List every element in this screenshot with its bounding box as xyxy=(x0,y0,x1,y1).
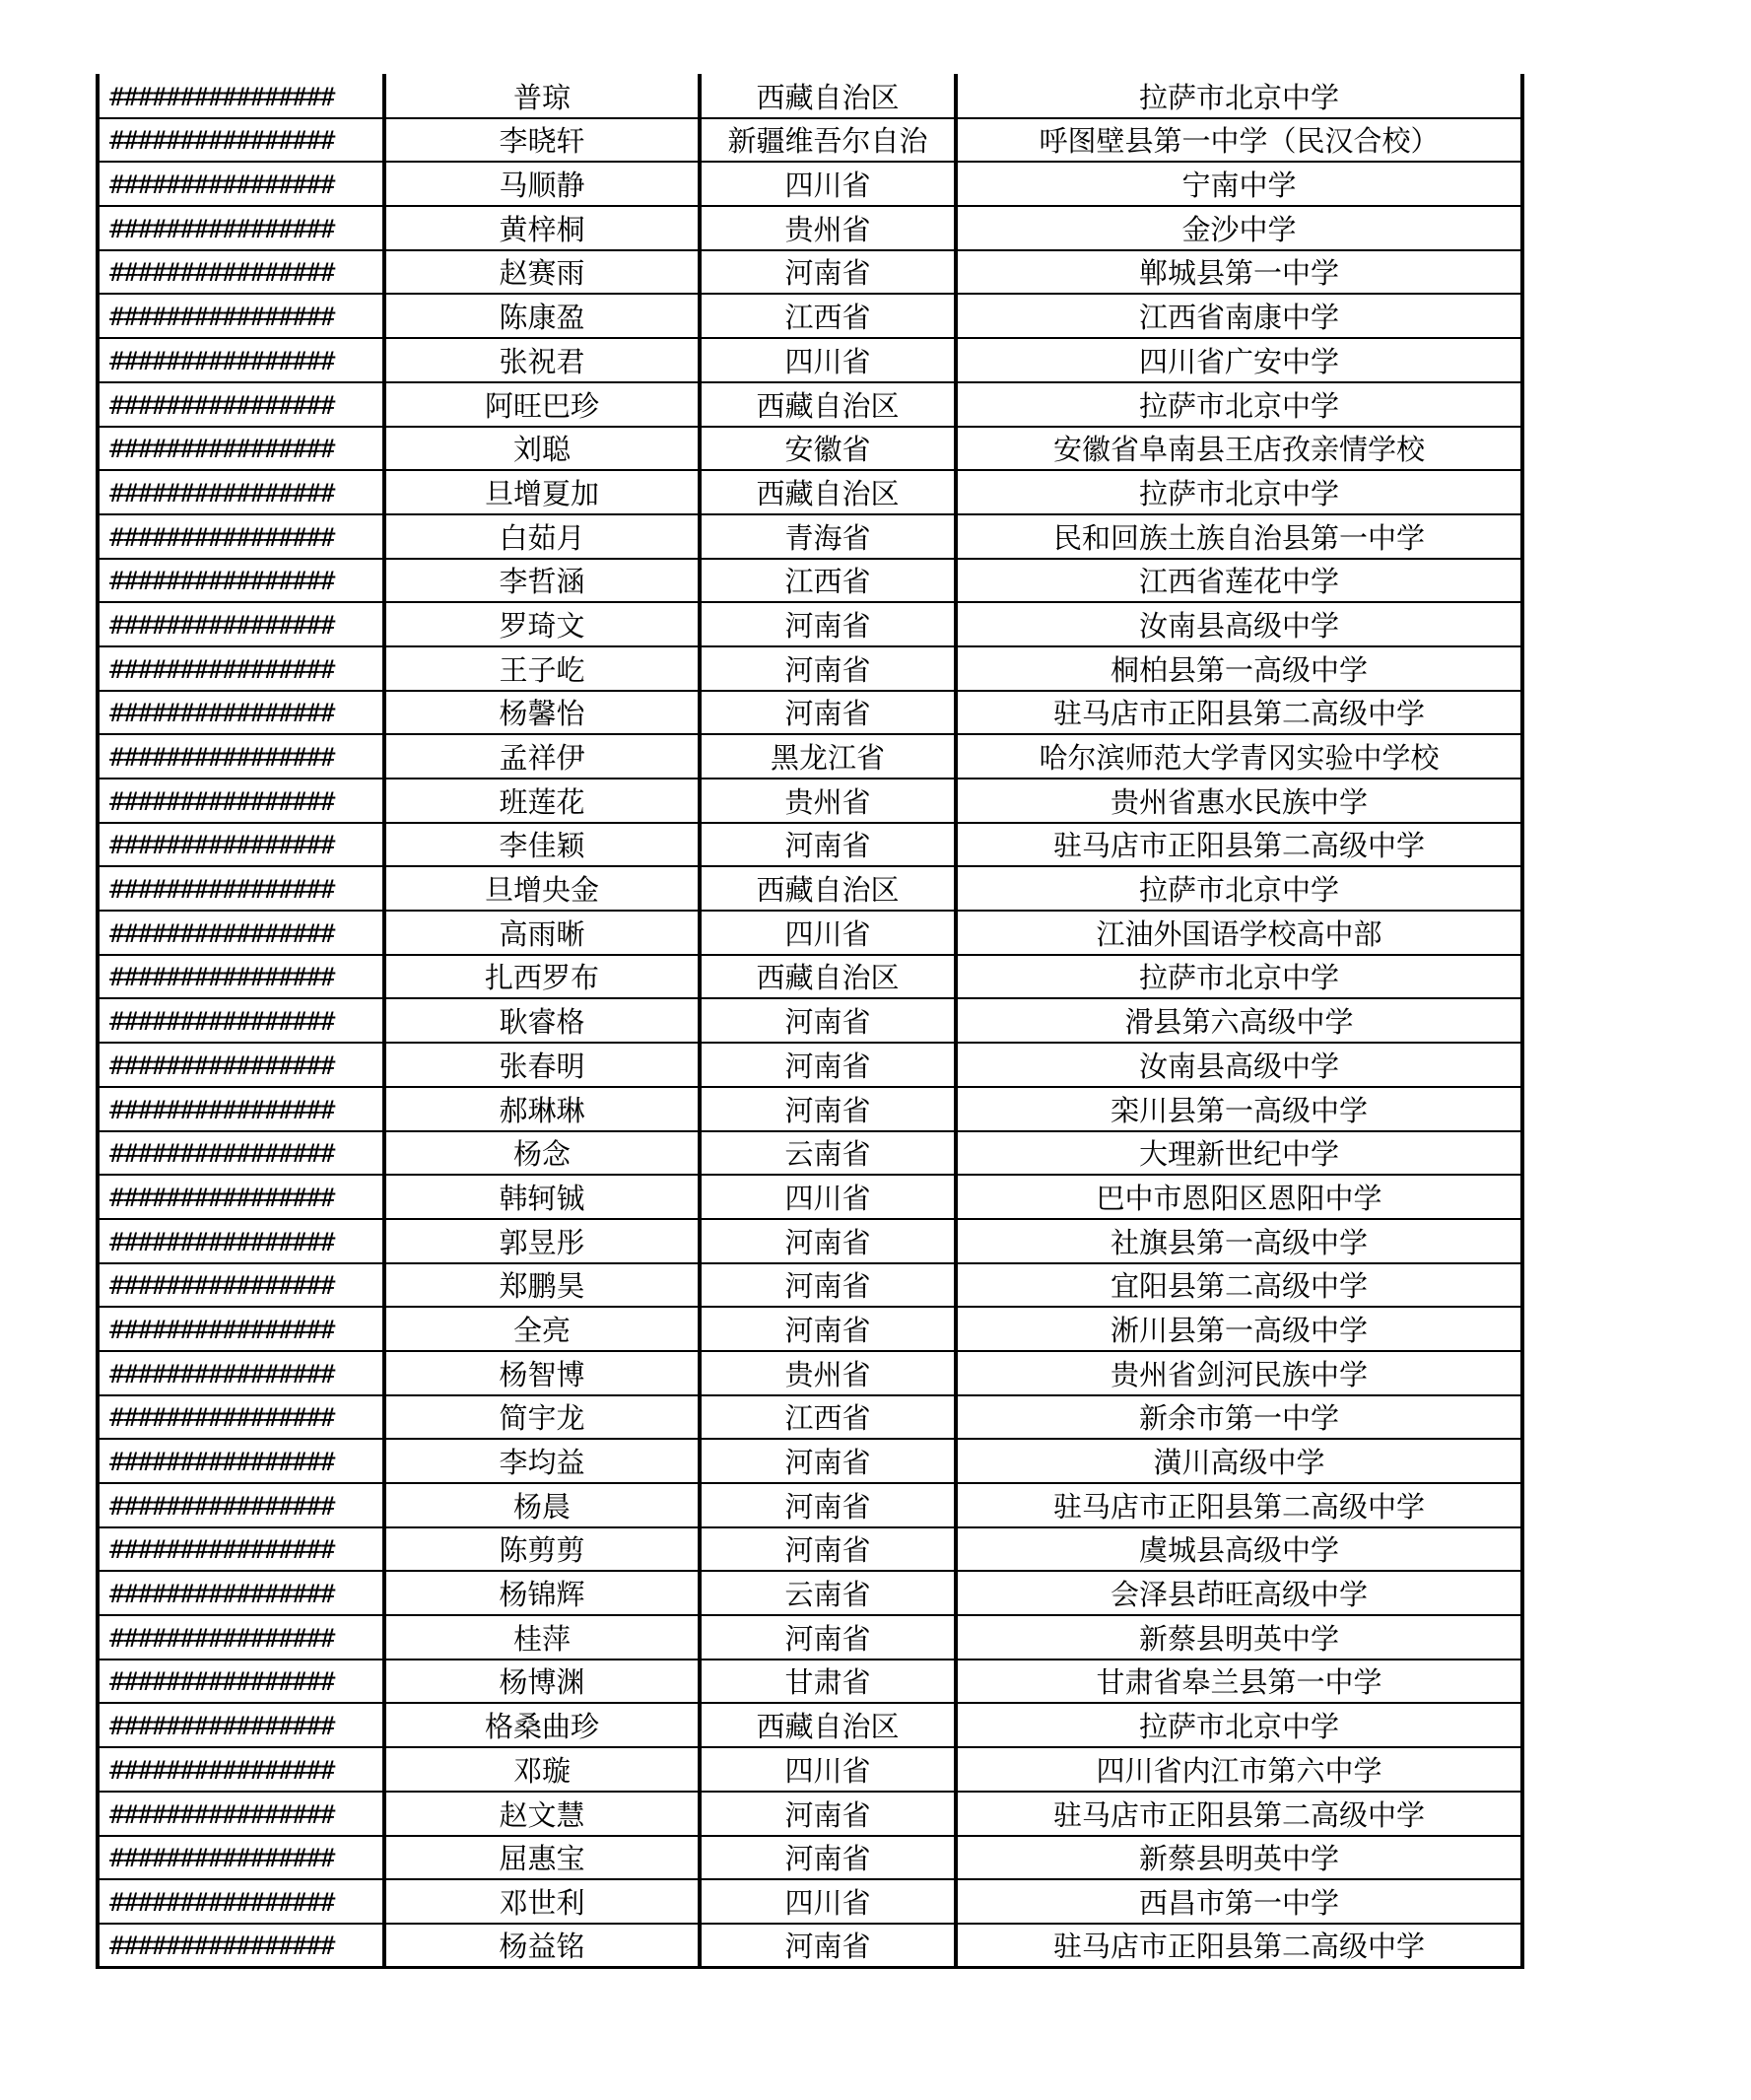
table-row xyxy=(98,294,1522,338)
cell-name: 高雨晰 xyxy=(384,911,700,955)
cell-school: 哈尔滨师范大学青冈实验中学校 xyxy=(956,734,1522,779)
cell-school: 江油外国语学校高中部 xyxy=(956,911,1522,955)
cell-province: 河南省 xyxy=(700,1792,956,1836)
cell-province: 河南省 xyxy=(700,602,956,646)
cell-school: 四川省内江市第六中学 xyxy=(956,1747,1522,1792)
cell-school: 驻马店市正阳县第二高级中学 xyxy=(956,691,1522,735)
cell-school: 驻马店市正阳县第二高级中学 xyxy=(956,823,1522,867)
cell-school: 社旗县第一高级中学 xyxy=(956,1219,1522,1263)
cell-id: ################ xyxy=(98,1131,384,1176)
cell-province: 贵州省 xyxy=(700,206,956,250)
cell-id: ################ xyxy=(98,74,384,118)
cell-name: 陈康盈 xyxy=(384,294,700,338)
cell-school: 虞城县高级中学 xyxy=(956,1527,1522,1572)
cell-school: 拉萨市北京中学 xyxy=(956,470,1522,514)
cell-province: 青海省 xyxy=(700,514,956,559)
cell-school: 会泽县茚旺高级中学 xyxy=(956,1571,1522,1615)
table-row xyxy=(98,1395,1522,1440)
cell-id: ################ xyxy=(98,1307,384,1351)
cell-id: ################ xyxy=(98,1615,384,1660)
cell-name: 杨益铭 xyxy=(384,1924,700,1968)
cell-province: 河南省 xyxy=(700,1836,956,1880)
cell-name: 罗琦文 xyxy=(384,602,700,646)
cell-id: ################ xyxy=(98,1087,384,1131)
cell-id: ################ xyxy=(98,1043,384,1087)
cell-name: 杨馨怡 xyxy=(384,691,700,735)
table-row xyxy=(98,250,1522,295)
cell-province: 西藏自治区 xyxy=(700,955,956,999)
table-row xyxy=(98,734,1522,779)
cell-province: 河南省 xyxy=(700,823,956,867)
table-row xyxy=(98,955,1522,999)
cell-name: 王子屹 xyxy=(384,646,700,691)
cell-school: 宜阳县第二高级中学 xyxy=(956,1263,1522,1308)
cell-name: 桂萍 xyxy=(384,1615,700,1660)
cell-province: 江西省 xyxy=(700,1395,956,1440)
cell-province: 西藏自治区 xyxy=(700,470,956,514)
cell-id: ################ xyxy=(98,427,384,471)
cell-school: 呼图壁县第一中学（民汉合校） xyxy=(956,118,1522,163)
cell-name: 普琼 xyxy=(384,74,700,118)
table-row xyxy=(98,427,1522,471)
cell-id: ################ xyxy=(98,998,384,1043)
cell-province: 四川省 xyxy=(700,1747,956,1792)
cell-id: ################ xyxy=(98,118,384,163)
cell-school: 大理新世纪中学 xyxy=(956,1131,1522,1176)
cell-name: 赵文慧 xyxy=(384,1792,700,1836)
cell-school: 拉萨市北京中学 xyxy=(956,74,1522,118)
table-row xyxy=(98,514,1522,559)
cell-id: ################ xyxy=(98,1175,384,1219)
cell-name: 李晓轩 xyxy=(384,118,700,163)
cell-school: 汝南县高级中学 xyxy=(956,602,1522,646)
cell-id: ################ xyxy=(98,1395,384,1440)
table-row xyxy=(98,1263,1522,1308)
cell-province: 新疆维吾尔自治 xyxy=(700,118,956,163)
cell-id: ################ xyxy=(98,911,384,955)
cell-province: 甘肃省 xyxy=(700,1660,956,1704)
cell-school: 金沙中学 xyxy=(956,206,1522,250)
cell-province: 河南省 xyxy=(700,250,956,295)
cell-name: 黄梓桐 xyxy=(384,206,700,250)
cell-name: 李哲涵 xyxy=(384,559,700,603)
cell-school: 四川省广安中学 xyxy=(956,338,1522,382)
cell-id: ################ xyxy=(98,1219,384,1263)
student-list-table xyxy=(96,74,1524,1969)
table-row xyxy=(98,1660,1522,1704)
cell-id: ################ xyxy=(98,338,384,382)
cell-id: ################ xyxy=(98,866,384,911)
cell-id: ################ xyxy=(98,646,384,691)
cell-province: 河南省 xyxy=(700,691,956,735)
cell-id: ################ xyxy=(98,1439,384,1483)
cell-id: ################ xyxy=(98,1660,384,1704)
cell-province: 安徽省 xyxy=(700,427,956,471)
table-row xyxy=(98,1703,1522,1747)
cell-province: 贵州省 xyxy=(700,1351,956,1395)
cell-school: 江西省莲花中学 xyxy=(956,559,1522,603)
cell-school: 贵州省惠水民族中学 xyxy=(956,779,1522,823)
cell-school: 栾川县第一高级中学 xyxy=(956,1087,1522,1131)
cell-province: 河南省 xyxy=(700,1263,956,1308)
cell-school: 郸城县第一中学 xyxy=(956,250,1522,295)
table-row xyxy=(98,1483,1522,1527)
cell-name: 杨锦辉 xyxy=(384,1571,700,1615)
cell-id: ################ xyxy=(98,1703,384,1747)
cell-school: 潢川高级中学 xyxy=(956,1439,1522,1483)
cell-province: 河南省 xyxy=(700,1527,956,1572)
cell-id: ################ xyxy=(98,1747,384,1792)
cell-id: ################ xyxy=(98,779,384,823)
table-row xyxy=(98,1043,1522,1087)
cell-school: 桐柏县第一高级中学 xyxy=(956,646,1522,691)
cell-name: 阿旺巴珍 xyxy=(384,382,700,427)
cell-name: 耿睿格 xyxy=(384,998,700,1043)
cell-id: ################ xyxy=(98,1263,384,1308)
cell-province: 四川省 xyxy=(700,162,956,206)
table-row xyxy=(98,646,1522,691)
cell-school: 驻马店市正阳县第二高级中学 xyxy=(956,1483,1522,1527)
cell-id: ################ xyxy=(98,734,384,779)
cell-school: 安徽省阜南县王店孜亲情学校 xyxy=(956,427,1522,471)
table-row xyxy=(98,1351,1522,1395)
cell-province: 贵州省 xyxy=(700,779,956,823)
cell-id: ################ xyxy=(98,691,384,735)
cell-school: 西昌市第一中学 xyxy=(956,1879,1522,1924)
cell-name: 杨晨 xyxy=(384,1483,700,1527)
table-row xyxy=(98,1836,1522,1880)
cell-name: 刘聪 xyxy=(384,427,700,471)
table-row xyxy=(98,823,1522,867)
cell-name: 简宇龙 xyxy=(384,1395,700,1440)
cell-school: 淅川县第一高级中学 xyxy=(956,1307,1522,1351)
cell-province: 四川省 xyxy=(700,338,956,382)
table-row xyxy=(98,382,1522,427)
table-row xyxy=(98,1307,1522,1351)
cell-name: 格桑曲珍 xyxy=(384,1703,700,1747)
table-row xyxy=(98,602,1522,646)
cell-id: ################ xyxy=(98,514,384,559)
table-row xyxy=(98,998,1522,1043)
cell-id: ################ xyxy=(98,1836,384,1880)
cell-school: 新蔡县明英中学 xyxy=(956,1615,1522,1660)
cell-province: 西藏自治区 xyxy=(700,382,956,427)
table-row xyxy=(98,1792,1522,1836)
cell-id: ################ xyxy=(98,1527,384,1572)
cell-province: 河南省 xyxy=(700,1483,956,1527)
cell-name: 白茹月 xyxy=(384,514,700,559)
cell-id: ################ xyxy=(98,1483,384,1527)
cell-name: 邓世利 xyxy=(384,1879,700,1924)
cell-school: 驻马店市正阳县第二高级中学 xyxy=(956,1924,1522,1968)
table-row xyxy=(98,74,1522,118)
cell-id: ################ xyxy=(98,823,384,867)
table-row xyxy=(98,1571,1522,1615)
table-row xyxy=(98,1087,1522,1131)
cell-name: 邓璇 xyxy=(384,1747,700,1792)
cell-school: 贵州省剑河民族中学 xyxy=(956,1351,1522,1395)
table-row xyxy=(98,1747,1522,1792)
cell-province: 河南省 xyxy=(700,1087,956,1131)
cell-id: ################ xyxy=(98,1924,384,1968)
cell-id: ################ xyxy=(98,1571,384,1615)
table-row xyxy=(98,1615,1522,1660)
table-row xyxy=(98,162,1522,206)
table-row xyxy=(98,1175,1522,1219)
cell-province: 河南省 xyxy=(700,1043,956,1087)
cell-school: 巴中市恩阳区恩阳中学 xyxy=(956,1175,1522,1219)
cell-province: 河南省 xyxy=(700,998,956,1043)
cell-province: 河南省 xyxy=(700,1307,956,1351)
table-row xyxy=(98,338,1522,382)
cell-name: 班莲花 xyxy=(384,779,700,823)
cell-id: ################ xyxy=(98,1792,384,1836)
cell-school: 驻马店市正阳县第二高级中学 xyxy=(956,1792,1522,1836)
cell-province: 西藏自治区 xyxy=(700,74,956,118)
cell-name: 赵赛雨 xyxy=(384,250,700,295)
cell-name: 李佳颖 xyxy=(384,823,700,867)
table-row xyxy=(98,1439,1522,1483)
cell-id: ################ xyxy=(98,602,384,646)
cell-province: 江西省 xyxy=(700,294,956,338)
cell-province: 河南省 xyxy=(700,1219,956,1263)
table-row xyxy=(98,1879,1522,1924)
cell-province: 云南省 xyxy=(700,1571,956,1615)
cell-id: ################ xyxy=(98,470,384,514)
cell-name: 全亮 xyxy=(384,1307,700,1351)
cell-school: 汝南县高级中学 xyxy=(956,1043,1522,1087)
cell-province: 河南省 xyxy=(700,1439,956,1483)
cell-province: 西藏自治区 xyxy=(700,1703,956,1747)
cell-school: 拉萨市北京中学 xyxy=(956,382,1522,427)
cell-name: 郑鹏昊 xyxy=(384,1263,700,1308)
cell-name: 杨博渊 xyxy=(384,1660,700,1704)
cell-id: ################ xyxy=(98,294,384,338)
cell-school: 拉萨市北京中学 xyxy=(956,866,1522,911)
cell-province: 四川省 xyxy=(700,911,956,955)
cell-name: 郭昱彤 xyxy=(384,1219,700,1263)
cell-school: 甘肃省皋兰县第一中学 xyxy=(956,1660,1522,1704)
table-row xyxy=(98,779,1522,823)
cell-id: ################ xyxy=(98,1351,384,1395)
cell-school: 新蔡县明英中学 xyxy=(956,1836,1522,1880)
cell-name: 张祝君 xyxy=(384,338,700,382)
cell-province: 江西省 xyxy=(700,559,956,603)
cell-province: 河南省 xyxy=(700,1924,956,1968)
cell-name: 马顺静 xyxy=(384,162,700,206)
table-row xyxy=(98,559,1522,603)
cell-school: 宁南中学 xyxy=(956,162,1522,206)
cell-id: ################ xyxy=(98,559,384,603)
cell-name: 韩轲铖 xyxy=(384,1175,700,1219)
table-body xyxy=(98,74,1522,1968)
cell-school: 拉萨市北京中学 xyxy=(956,955,1522,999)
cell-id: ################ xyxy=(98,382,384,427)
cell-name: 扎西罗布 xyxy=(384,955,700,999)
cell-province: 黑龙江省 xyxy=(700,734,956,779)
cell-id: ################ xyxy=(98,250,384,295)
cell-id: ################ xyxy=(98,1879,384,1924)
cell-name: 杨念 xyxy=(384,1131,700,1176)
cell-id: ################ xyxy=(98,162,384,206)
cell-name: 旦增夏加 xyxy=(384,470,700,514)
cell-id: ################ xyxy=(98,206,384,250)
cell-province: 四川省 xyxy=(700,1879,956,1924)
cell-name: 旦增央金 xyxy=(384,866,700,911)
table-row xyxy=(98,1131,1522,1176)
cell-name: 杨智博 xyxy=(384,1351,700,1395)
table-row xyxy=(98,1219,1522,1263)
cell-name: 张春明 xyxy=(384,1043,700,1087)
cell-name: 陈剪剪 xyxy=(384,1527,700,1572)
cell-province: 河南省 xyxy=(700,646,956,691)
cell-province: 云南省 xyxy=(700,1131,956,1176)
cell-school: 民和回族土族自治县第一中学 xyxy=(956,514,1522,559)
cell-school: 新余市第一中学 xyxy=(956,1395,1522,1440)
table-row xyxy=(98,470,1522,514)
table-row xyxy=(98,1924,1522,1968)
cell-id: ################ xyxy=(98,955,384,999)
cell-school: 江西省南康中学 xyxy=(956,294,1522,338)
table-row xyxy=(98,118,1522,163)
cell-name: 李均益 xyxy=(384,1439,700,1483)
table-row xyxy=(98,866,1522,911)
cell-school: 拉萨市北京中学 xyxy=(956,1703,1522,1747)
cell-name: 屈惠宝 xyxy=(384,1836,700,1880)
cell-name: 郝琳琳 xyxy=(384,1087,700,1131)
cell-province: 四川省 xyxy=(700,1175,956,1219)
table-row xyxy=(98,911,1522,955)
table-row xyxy=(98,206,1522,250)
table-row xyxy=(98,691,1522,735)
cell-name: 孟祥伊 xyxy=(384,734,700,779)
cell-province: 西藏自治区 xyxy=(700,866,956,911)
cell-province: 河南省 xyxy=(700,1615,956,1660)
cell-school: 滑县第六高级中学 xyxy=(956,998,1522,1043)
table-row xyxy=(98,1527,1522,1572)
